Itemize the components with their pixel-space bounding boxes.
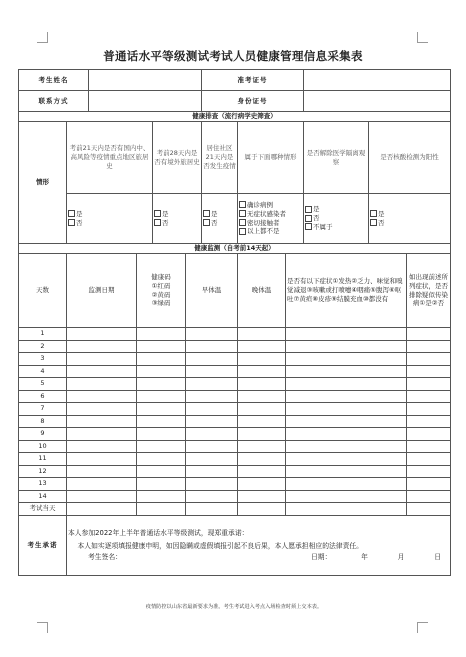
symptoms-cell[interactable] (286, 340, 407, 353)
morning-temp-cell[interactable] (186, 428, 238, 441)
contact-label: 联系方式 (19, 91, 89, 112)
option-yes[interactable]: 是 (370, 210, 449, 219)
option-no[interactable]: 否 (68, 219, 151, 228)
date-cell[interactable] (67, 365, 137, 378)
id-number-field[interactable] (304, 91, 451, 112)
health-code-cell[interactable] (137, 428, 186, 441)
health-code-green: ③绿码 (151, 299, 171, 308)
col-health-code-header (137, 254, 186, 328)
symptoms-cell[interactable] (286, 328, 407, 341)
day-number: 3 (19, 353, 67, 366)
evening-temp-cell[interactable] (238, 390, 286, 403)
day-number: 5 (19, 378, 67, 391)
answer-domestic-travel (67, 194, 153, 244)
morning-temp-cell[interactable] (186, 453, 238, 466)
crop-mark-bottom-right (417, 622, 428, 633)
morning-temp-cell[interactable] (186, 503, 238, 516)
date-cell[interactable] (67, 453, 137, 466)
q-domestic-travel: 考前21天内是否有国内中、高风险等疫情重点地区旅居史 (67, 122, 153, 194)
table-row (19, 478, 451, 491)
exclude-cell[interactable] (407, 453, 451, 466)
morning-temp-cell[interactable] (186, 365, 238, 378)
day-number: 9 (19, 428, 67, 441)
symptoms-cell[interactable] (286, 378, 407, 391)
day-number: 8 (19, 415, 67, 428)
date-label: 日期： (311, 553, 332, 562)
table-row (19, 453, 451, 466)
checkbox-icon (305, 223, 312, 230)
morning-temp-cell[interactable] (186, 403, 238, 416)
evening-temp-cell[interactable] (238, 340, 286, 353)
symptoms-cell[interactable] (286, 390, 407, 403)
health-code-cell[interactable] (137, 478, 186, 491)
evening-temp-cell[interactable] (238, 440, 286, 453)
symptoms-cell[interactable] (286, 465, 407, 478)
symptoms-cell[interactable] (286, 490, 407, 503)
form-title: 普通话水平等级测试考试人员健康管理信息采集表 (103, 49, 363, 63)
health-code-cell[interactable] (137, 440, 186, 453)
evening-temp-cell[interactable] (238, 490, 286, 503)
day-number: 4 (19, 365, 67, 378)
answer-overseas-travel (153, 194, 202, 244)
month-label: 月 (397, 553, 405, 562)
table-row (19, 465, 451, 478)
exclude-cell[interactable] (407, 503, 451, 516)
date-cell[interactable] (67, 328, 137, 341)
crop-mark-top-right (417, 32, 428, 43)
q-isolation-released: 是否解除医学隔离观察 (304, 122, 369, 194)
table-row (19, 390, 451, 403)
footer-note: 疫情防控以山东省最新要求为准。考生考试进入考点入场检查时须上交本表。 (145, 604, 323, 610)
health-code-cell[interactable] (137, 340, 186, 353)
promise-label: 考生承诺 (19, 515, 67, 575)
symptoms-cell[interactable] (286, 503, 407, 516)
checkbox-icon (68, 219, 75, 226)
checkbox-icon (370, 210, 377, 217)
table-row (19, 490, 451, 503)
checkbox-icon (203, 219, 210, 226)
evening-temp-cell[interactable] (238, 378, 286, 391)
exclude-cell[interactable] (407, 440, 451, 453)
symptoms-cell[interactable] (286, 453, 407, 466)
exclude-cell[interactable] (407, 378, 451, 391)
morning-temp-cell[interactable] (186, 328, 238, 341)
answer-community-outbreak (202, 194, 238, 244)
day-number: 10 (19, 440, 67, 453)
table-row (19, 353, 451, 366)
evening-temp-cell[interactable] (238, 503, 286, 516)
checkbox-icon (239, 201, 246, 208)
symptoms-cell[interactable] (286, 415, 407, 428)
option-no[interactable]: 否 (154, 219, 200, 228)
day-number: 7 (19, 403, 67, 416)
q-case-type: 属于下面哪种情形 (238, 122, 304, 194)
exclude-cell[interactable] (407, 403, 451, 416)
option-yes[interactable]: 是 (154, 210, 200, 219)
day-number: 2 (19, 340, 67, 353)
health-code-title: 健康码 (151, 272, 171, 281)
checkbox-icon (305, 206, 312, 213)
col-date-header: 监测日期 (67, 254, 137, 328)
symptoms-cell[interactable] (286, 403, 407, 416)
table-row (19, 428, 451, 441)
evening-temp-cell[interactable] (238, 353, 286, 366)
exclude-cell[interactable] (407, 340, 451, 353)
exclude-cell[interactable] (407, 465, 451, 478)
morning-temp-cell[interactable] (186, 440, 238, 453)
date-cell[interactable] (67, 503, 137, 516)
morning-temp-cell[interactable] (186, 353, 238, 366)
checkbox-icon (203, 210, 210, 217)
option-no[interactable]: 否 (370, 219, 449, 228)
symptoms-cell[interactable] (286, 440, 407, 453)
year-label: 年 (361, 553, 368, 562)
health-code-cell[interactable] (137, 503, 186, 516)
crop-mark-bottom-left (37, 622, 48, 633)
name-field[interactable] (89, 70, 202, 91)
exclude-cell[interactable] (407, 353, 451, 366)
date-cell[interactable] (67, 378, 137, 391)
col-morning-temp-header: 早体温 (186, 254, 238, 328)
date-cell[interactable] (67, 440, 137, 453)
evening-temp-cell[interactable] (238, 428, 286, 441)
contact-field[interactable] (89, 91, 202, 112)
exclude-cell[interactable] (407, 390, 451, 403)
col-symptoms-header: 是否有以下症状①发热②乏力、味觉和嗅觉减退③咳嗽或打喷嚏④咽痛⑤腹泻⑥呕吐⑦黄疸⑧皮疹⑨结膜充血⑩都没有 (286, 254, 407, 328)
exclude-cell[interactable] (407, 415, 451, 428)
col-evening-temp-header: 晚体温 (238, 254, 286, 328)
day-number: 11 (19, 453, 67, 466)
symptoms-cell[interactable] (286, 478, 407, 491)
answer-nucleic-positive (369, 194, 451, 244)
date-cell[interactable] (67, 353, 137, 366)
health-code-red: ①红码 (151, 281, 171, 290)
situation-label: 情形 (19, 122, 67, 244)
signature-label: 考生签名： (88, 553, 122, 562)
date-cell[interactable] (67, 390, 137, 403)
option-no[interactable]: 否 (203, 219, 236, 228)
date-cell[interactable] (67, 490, 137, 503)
day-number: 12 (19, 465, 67, 478)
option-yes[interactable]: 是 (68, 210, 151, 219)
health-code-cell[interactable] (137, 415, 186, 428)
date-group (311, 553, 449, 562)
table-row (19, 440, 451, 453)
checkbox-icon (154, 219, 161, 226)
morning-temp-cell[interactable] (186, 390, 238, 403)
health-code-cell[interactable] (137, 465, 186, 478)
evening-temp-cell[interactable] (238, 365, 286, 378)
exclude-cell[interactable] (407, 490, 451, 503)
option-no[interactable]: 否 (305, 214, 367, 223)
monitoring-section-title: 健康监测（自考前14天起） (19, 244, 451, 254)
checkbox-icon (239, 228, 246, 235)
checkbox-icon (68, 210, 75, 217)
id-number-label: 身份证号 (202, 91, 304, 112)
morning-temp-cell[interactable] (186, 415, 238, 428)
date-cell[interactable] (67, 403, 137, 416)
evening-temp-cell[interactable] (238, 465, 286, 478)
health-code-cell[interactable] (137, 403, 186, 416)
health-code-cell[interactable] (137, 353, 186, 366)
symptoms-cell[interactable] (286, 365, 407, 378)
option-yes[interactable]: 是 (305, 205, 367, 214)
checkbox-icon (239, 210, 246, 217)
checkbox-icon (239, 219, 246, 226)
q-nucleic-positive: 是否核酸检测为阳性 (369, 122, 451, 194)
health-info-form (18, 69, 451, 576)
date-cell[interactable] (67, 428, 137, 441)
health-code-cell[interactable] (137, 328, 186, 341)
q-community-outbreak: 居住社区21天内是否发生疫情 (202, 122, 238, 194)
morning-temp-cell[interactable] (186, 478, 238, 491)
table-row (19, 328, 451, 341)
exclude-cell[interactable] (407, 328, 451, 341)
exclude-cell[interactable] (407, 365, 451, 378)
day-number: 1 (19, 328, 67, 341)
col-day-header: 天数 (19, 254, 67, 328)
health-code-cell[interactable] (137, 490, 186, 503)
promise-body (67, 515, 451, 575)
morning-temp-cell[interactable] (186, 340, 238, 353)
answer-isolation-released (304, 194, 369, 244)
date-cell[interactable] (67, 415, 137, 428)
evening-temp-cell[interactable] (238, 478, 286, 491)
symptoms-cell[interactable] (286, 428, 407, 441)
answer-case-type (238, 194, 304, 244)
option-close-contact[interactable]: 密切接触者 (239, 219, 302, 228)
option-confirmed-case[interactable]: 确诊病例 (239, 201, 302, 210)
day-number: 13 (19, 478, 67, 491)
day-label: 日 (434, 553, 441, 562)
evening-temp-cell[interactable] (238, 415, 286, 428)
morning-temp-cell[interactable] (186, 378, 238, 391)
table-row (19, 365, 451, 378)
symptoms-cell[interactable] (286, 353, 407, 366)
option-not-applicable[interactable]: 不属于 (305, 223, 367, 232)
option-yes[interactable]: 是 (203, 210, 236, 219)
checkbox-icon (370, 219, 377, 226)
evening-temp-cell[interactable] (238, 403, 286, 416)
promise-line-1: 本人参加2022年上半年普通话水平等级测试，现郑重承诺： (68, 529, 249, 538)
exam-number-field[interactable] (304, 70, 451, 91)
checkbox-icon (154, 210, 161, 217)
health-code-yellow: ②黄码 (151, 290, 171, 299)
exam-number-label: 准考证号 (202, 70, 304, 91)
morning-temp-cell[interactable] (186, 490, 238, 503)
health-code-cell[interactable] (137, 365, 186, 378)
option-asymptomatic[interactable]: 无症状感染者 (239, 210, 302, 219)
evening-temp-cell[interactable] (238, 328, 286, 341)
table-row (19, 415, 451, 428)
exclude-cell[interactable] (407, 478, 451, 491)
checkbox-icon (305, 215, 312, 222)
health-code-cell[interactable] (137, 390, 186, 403)
option-none-of-above[interactable]: 以上都不是 (239, 227, 302, 236)
date-cell[interactable] (67, 478, 137, 491)
date-cell[interactable] (67, 465, 137, 478)
day-number: 14 (19, 490, 67, 503)
exclude-cell[interactable] (407, 428, 451, 441)
day-number: 6 (19, 390, 67, 403)
q-overseas-travel: 考前28天内是否有境外旅居史 (153, 122, 202, 194)
name-label: 考生姓名 (19, 70, 89, 91)
table-row (19, 503, 451, 516)
date-cell[interactable] (67, 340, 137, 353)
health-code-cell[interactable] (137, 378, 186, 391)
table-row (19, 340, 451, 353)
table-row (19, 403, 451, 416)
crop-mark-top-left (37, 32, 48, 43)
morning-temp-cell[interactable] (186, 465, 238, 478)
promise-line-2: 本人如实逐项填报健康申明，如因隐瞒或虚假填报引起不良后果，本人愿承担相应的法律责任。 (77, 542, 363, 551)
screening-section-title: 健康排查（流行病学史筛查） (19, 112, 451, 122)
health-code-cell[interactable] (137, 453, 186, 466)
evening-temp-cell[interactable] (238, 453, 286, 466)
signature-row (68, 553, 449, 562)
table-row (19, 378, 451, 391)
exam-day-label: 考试当天 (19, 503, 67, 516)
col-exclude-header: 如出现前述所列症状，是否排除疑似传染病①是②否 (407, 254, 451, 328)
